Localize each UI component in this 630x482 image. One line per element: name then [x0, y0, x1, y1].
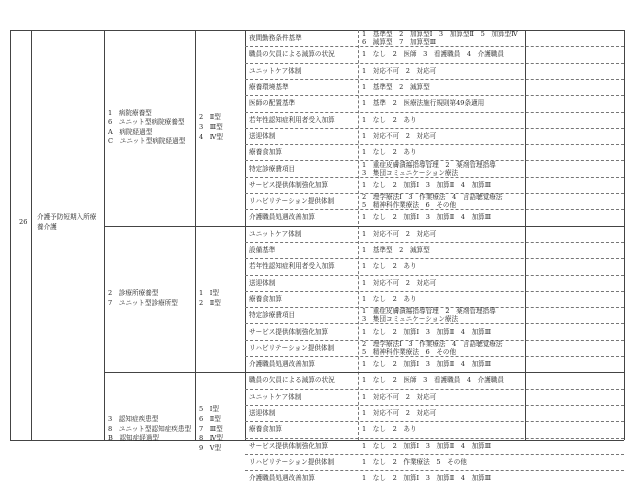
item-label: ユニットケア体制	[249, 66, 302, 75]
item-option: 1 なし 2 加算Ⅰ 3 加算Ⅱ 4 加算Ⅲ	[362, 213, 492, 222]
item-label: 療養食加算	[249, 425, 282, 434]
type-label: 6 Ⅱ型	[199, 414, 221, 423]
item-label: 特定診療費項目	[249, 311, 296, 320]
type-label: 7 Ⅲ型	[199, 424, 223, 433]
item-option: 1 対応不可 2 対応可	[362, 229, 437, 238]
item-option: 6 減算型 7 加算型Ⅲ	[362, 38, 437, 47]
item-option: 1 基準型 2 減算型	[362, 246, 430, 255]
kind-label: 7 ユニット型診療所型	[108, 298, 178, 307]
kind-label: C ユニット型病院経過型	[108, 137, 186, 146]
row-divider	[245, 470, 624, 471]
item-label: 設備基準	[249, 246, 276, 255]
type-label: 5 Ⅰ型	[199, 405, 219, 414]
row-number: 26	[19, 218, 28, 226]
row-divider	[245, 112, 624, 113]
type-label: 2 Ⅱ型	[199, 113, 221, 122]
table-right-border	[624, 30, 625, 440]
item-option: 1 対応不可 2 対応可	[362, 392, 437, 401]
row-divider	[245, 128, 624, 129]
type-label: 1 Ⅰ型	[199, 289, 219, 298]
item-option: 1 なし 2 あり	[362, 148, 417, 157]
row-divider	[245, 209, 624, 210]
item-option: 2 理学療法Ⅰ 3 作業療法 4 言語聴覚療法	[362, 193, 503, 202]
item-option: 1 基準型 2 加算型Ⅰ 3 加算型Ⅱ 5 加算型Ⅳ	[362, 30, 518, 39]
item-label: 介護職員処遇改善加算	[249, 360, 315, 369]
item-label: 介護職員処遇改善加算	[249, 474, 315, 482]
row-divider	[245, 356, 624, 357]
col-divider-number	[31, 30, 32, 440]
table-top-border	[10, 30, 624, 31]
kind-label: 6 ユニット型病院療養型	[108, 118, 185, 127]
item-option: 1 なし 2 あり	[362, 262, 417, 271]
item-label: サービス提供体制強化加算	[249, 441, 329, 450]
item-label: 療養環境基準	[249, 83, 289, 92]
kind-label: 2 診療所療養型	[108, 289, 159, 298]
item-option: 5 精神科作業療法 6 その他	[362, 201, 457, 210]
row-divider	[245, 242, 624, 243]
row-divider	[245, 291, 624, 292]
item-option: 1 対応不可 2 対応可	[362, 278, 437, 287]
item-label: 夜間勤務条件基準	[249, 34, 302, 43]
item-label: 職員の欠員による減算の状況	[249, 376, 335, 385]
item-label: リハビリテーション提供体制	[249, 197, 335, 206]
item-label: 医師の配置基準	[249, 99, 296, 108]
item-option: 1 基準型 2 減算型	[362, 83, 430, 92]
item-option: 1 基準 2 医療法施行規則第49条適用	[362, 99, 485, 108]
item-option: 1 なし 2 作業療法 5 その他	[362, 457, 467, 466]
item-label: 療養食加算	[249, 148, 282, 157]
col-divider-type	[195, 30, 196, 440]
item-label: 送迎体制	[249, 278, 276, 287]
kind-label: B 認知症経過型	[108, 434, 160, 443]
item-label: 介護職員処遇改善加算	[249, 213, 315, 222]
item-option: 1 対応不可 2 対応可	[362, 409, 437, 418]
item-option: 1 なし 2 医師 3 看護職員 4 介護職員	[362, 376, 505, 385]
item-label: 職員の欠員による減算の状況	[249, 50, 335, 59]
item-option: 1 重症皮膚潰瘍指導管理 2 薬剤管理指導	[362, 160, 496, 169]
row-divider	[245, 63, 624, 64]
item-label: サービス提供体制強化加算	[249, 327, 329, 336]
item-option: 1 なし 2 加算Ⅰ 3 加算Ⅱ 4 加算Ⅲ	[362, 327, 492, 336]
service-name: 介護予防短期入所療養介護	[37, 213, 97, 231]
section-divider	[104, 226, 624, 227]
row-divider	[245, 454, 624, 455]
row-divider	[245, 275, 624, 276]
col-divider-value	[358, 30, 359, 440]
item-label: 送迎体制	[249, 131, 276, 140]
row-divider	[245, 177, 624, 178]
item-option: 1 対応不可 2 対応可	[362, 131, 437, 140]
item-option: 1 なし 2 加算Ⅰ 3 加算Ⅱ 4 加算Ⅲ	[362, 441, 492, 450]
item-label: サービス提供体制強化加算	[249, 180, 329, 189]
item-label: ユニットケア体制	[249, 229, 302, 238]
item-option: 1 なし 2 あり	[362, 115, 417, 124]
type-label: 8 Ⅳ型	[199, 434, 223, 443]
type-label: 2 Ⅱ型	[199, 298, 221, 307]
row-divider	[245, 46, 624, 47]
item-label: 送迎体制	[249, 409, 276, 418]
row-divider	[245, 389, 624, 390]
item-label: ユニットケア体制	[249, 392, 302, 401]
col-divider-check	[525, 30, 526, 440]
kind-label: 3 認知症疾患型	[108, 414, 159, 423]
item-label: 療養食加算	[249, 294, 282, 303]
item-option: 1 対応不可 2 対応可	[362, 66, 437, 75]
item-option: 2 理学療法Ⅰ 3 作業療法 4 言語聴覚療法	[362, 339, 503, 348]
item-option: 1 なし 2 医師 3 看護職員 4 介護職員	[362, 50, 505, 59]
col-divider-service	[104, 30, 105, 440]
item-option: 1 なし 2 あり	[362, 425, 417, 434]
row-divider	[245, 95, 624, 96]
table-left-border	[10, 30, 11, 440]
item-option: 1 なし 2 あり	[362, 294, 417, 303]
row-divider	[245, 144, 624, 145]
row-divider	[245, 258, 624, 259]
item-label: リハビリテーション提供体制	[249, 457, 335, 466]
row-divider	[245, 421, 624, 422]
row-divider	[245, 79, 624, 80]
row-divider	[245, 438, 624, 439]
item-label: 若年性認知症利用者受入加算	[249, 115, 335, 124]
item-option: 5 精神科作業療法 6 その他	[362, 347, 457, 356]
kind-label: 1 病院療養型	[108, 108, 152, 117]
type-label: 4 Ⅳ型	[199, 132, 223, 141]
item-label: 若年性認知症利用者受入加算	[249, 262, 335, 271]
section-divider	[104, 372, 624, 373]
item-option: 1 重症皮膚潰瘍指導管理 2 薬剤管理指導	[362, 307, 496, 316]
kind-label: A 病院経過型	[108, 127, 153, 136]
type-label: 3 Ⅲ型	[199, 123, 223, 131]
item-option: 1 なし 2 加算Ⅰ 3 加算Ⅱ 4 加算Ⅲ	[362, 180, 492, 189]
item-label: リハビリテーション提供体制	[249, 343, 335, 352]
col-divider-item	[245, 30, 246, 440]
item-option: 3 集団コミュニケーション療法	[362, 168, 459, 177]
row-divider	[245, 405, 624, 406]
type-label: 9 Ⅴ型	[199, 443, 222, 452]
item-option: 1 なし 2 加算Ⅰ 3 加算Ⅱ 4 加算Ⅲ	[362, 360, 492, 369]
kind-label: 8 ユニット型認知症疾患型	[108, 424, 192, 433]
item-label: 特定診療費項目	[249, 164, 296, 173]
item-option: 3 集団コミュニケーション療法	[362, 315, 459, 324]
item-option: 1 なし 2 加算Ⅰ 3 加算Ⅱ 4 加算Ⅲ	[362, 474, 492, 482]
row-divider	[245, 323, 624, 324]
